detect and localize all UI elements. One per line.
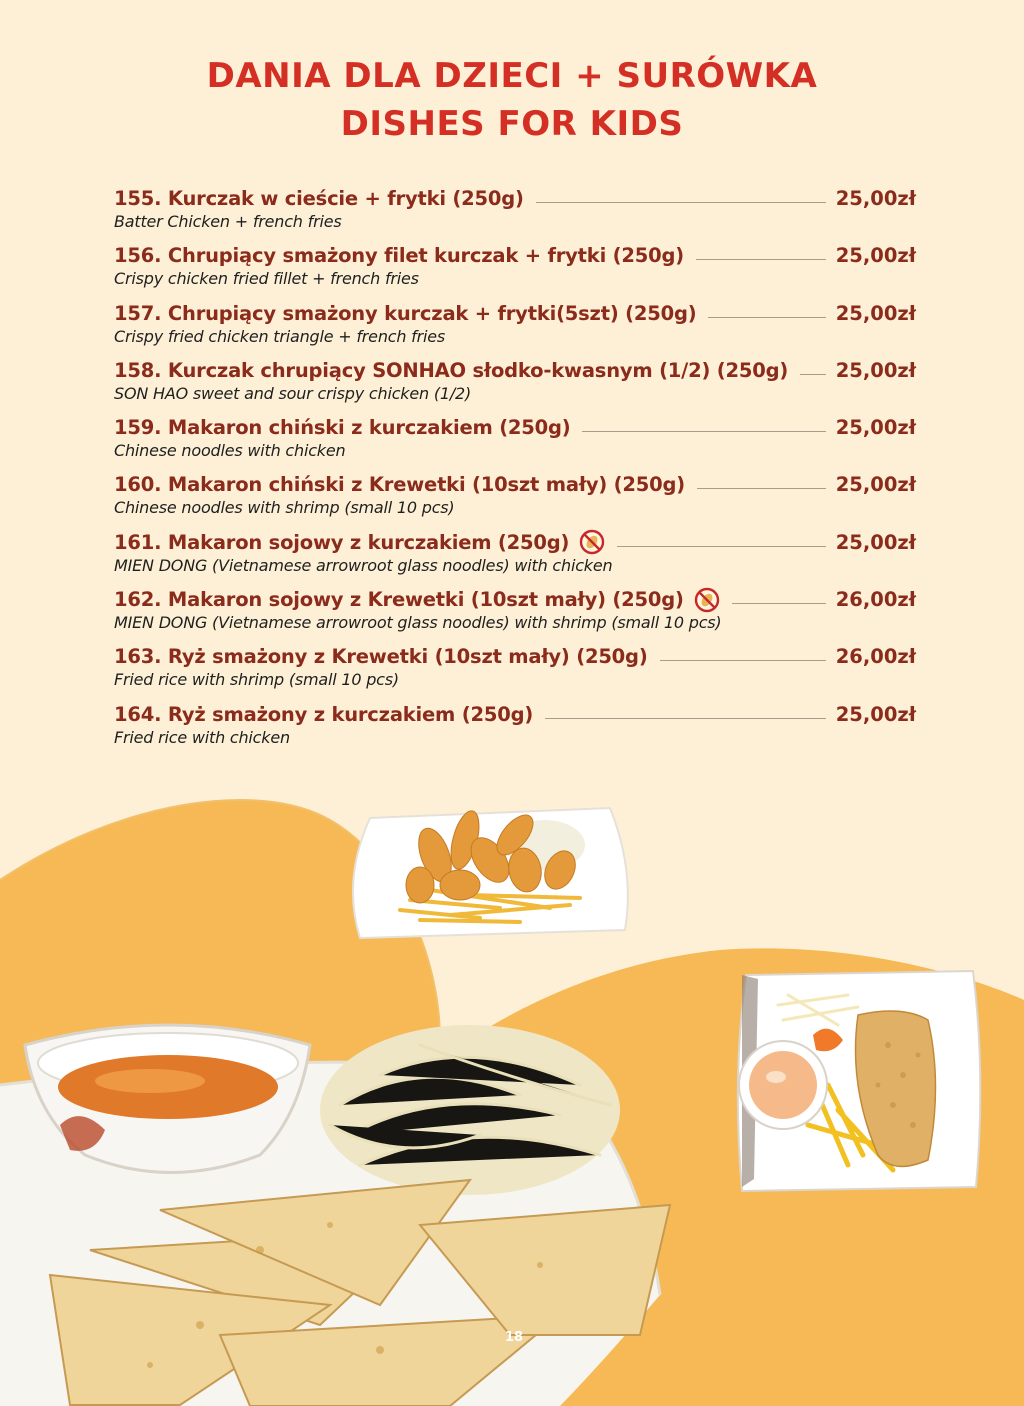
leader-line [732, 603, 826, 604]
title-english: DISHES FOR KIDS [340, 104, 684, 144]
item-price: 26,00zł [835, 645, 916, 669]
item-price: 25,00zł [835, 358, 916, 382]
item-price: 25,00zł [835, 244, 916, 268]
item-name: 159. Makaron chiński z kurczakiem (250g) [114, 416, 571, 440]
item-description: Chinese noodles with chicken [114, 441, 346, 461]
chicken-fillet-fries-photo [728, 965, 990, 1197]
page-number: 18 [505, 1330, 524, 1345]
item-description: MIEN DONG (Vietnamese arrowroot glass noodles) with chicken [114, 555, 613, 575]
menu-item [114, 354, 916, 411]
item-price: 25,00zł [835, 416, 916, 440]
menu-item [114, 698, 916, 755]
item-description: Fried rice with chicken [114, 727, 290, 747]
item-name: 156. Chrupiący smażony filet kurczak + frytki (250g) [114, 244, 684, 268]
menu-item [114, 182, 916, 239]
item-description: Fried rice with shrimp (small 10 pcs) [114, 670, 399, 690]
item-price: 25,00zł [835, 473, 916, 497]
leader-line [696, 259, 826, 260]
menu-item [114, 239, 916, 296]
item-description: Batter Chicken + french fries [114, 212, 342, 231]
leader-line [800, 374, 826, 375]
leader-line [617, 546, 825, 547]
leader-line [545, 718, 826, 719]
item-name: 162. Makaron sojowy z Krewetki (10szt mały) (250g) [114, 588, 684, 612]
menu-list [114, 182, 916, 755]
item-description: Crispy fried chicken triangle + french fries [114, 326, 446, 346]
no-gluten-icon [579, 529, 605, 555]
menu-item [114, 583, 916, 640]
menu-item [114, 640, 916, 697]
title-polish: DANIA DLA DZIECI + SURÓWKA [206, 56, 818, 96]
item-description: MIEN DONG (Vietnamese arrowroot glass noodles) with shrimp (small 10 pcs) [114, 613, 722, 633]
item-price: 26,00zł [835, 588, 916, 612]
leader-line [660, 660, 826, 661]
item-name: 158. Kurczak chrupiący SONHAO słodko-kwasnym (1/2) (250g) [114, 358, 789, 382]
menu-item [114, 468, 916, 525]
menu-item [114, 526, 916, 583]
page-header [0, 52, 1024, 148]
item-price: 25,00zł [835, 702, 916, 726]
spring-rolls-dip-photo [0, 1005, 672, 1406]
item-name: 155. Kurczak w cieście + frytki (250g) [114, 187, 524, 210]
no-gluten-icon [694, 587, 720, 613]
leader-line [582, 431, 825, 432]
item-description: Chinese noodles with shrimp (small 10 pcs) [114, 498, 455, 518]
item-price: 25,00zł [835, 301, 916, 325]
menu-item [114, 411, 916, 468]
item-name: 163. Ryż smażony z Krewetki (10szt mały) (250g) [114, 645, 648, 669]
item-price: 25,00zł [835, 530, 916, 554]
item-name: 161. Makaron sojowy z kurczakiem (250g) [114, 530, 570, 554]
item-description: SON HAO sweet and sour crispy chicken (1/2) [114, 383, 472, 403]
leader-line [708, 317, 825, 318]
menu-item [114, 297, 916, 354]
item-name: 157. Chrupiący smażony kurczak + frytki(5szt) (250g) [114, 301, 697, 325]
item-name: 164. Ryż smażony z kurczakiem (250g) [114, 702, 534, 726]
item-description: Crispy chicken fried fillet + french fries [114, 269, 419, 289]
leader-line [536, 202, 826, 203]
batter-chicken-fries-photo [340, 790, 640, 950]
leader-line [697, 488, 826, 489]
item-name: 160. Makaron chiński z Krewetki (10szt mały) (250g) [114, 473, 685, 497]
item-price: 25,00zł [835, 187, 916, 210]
